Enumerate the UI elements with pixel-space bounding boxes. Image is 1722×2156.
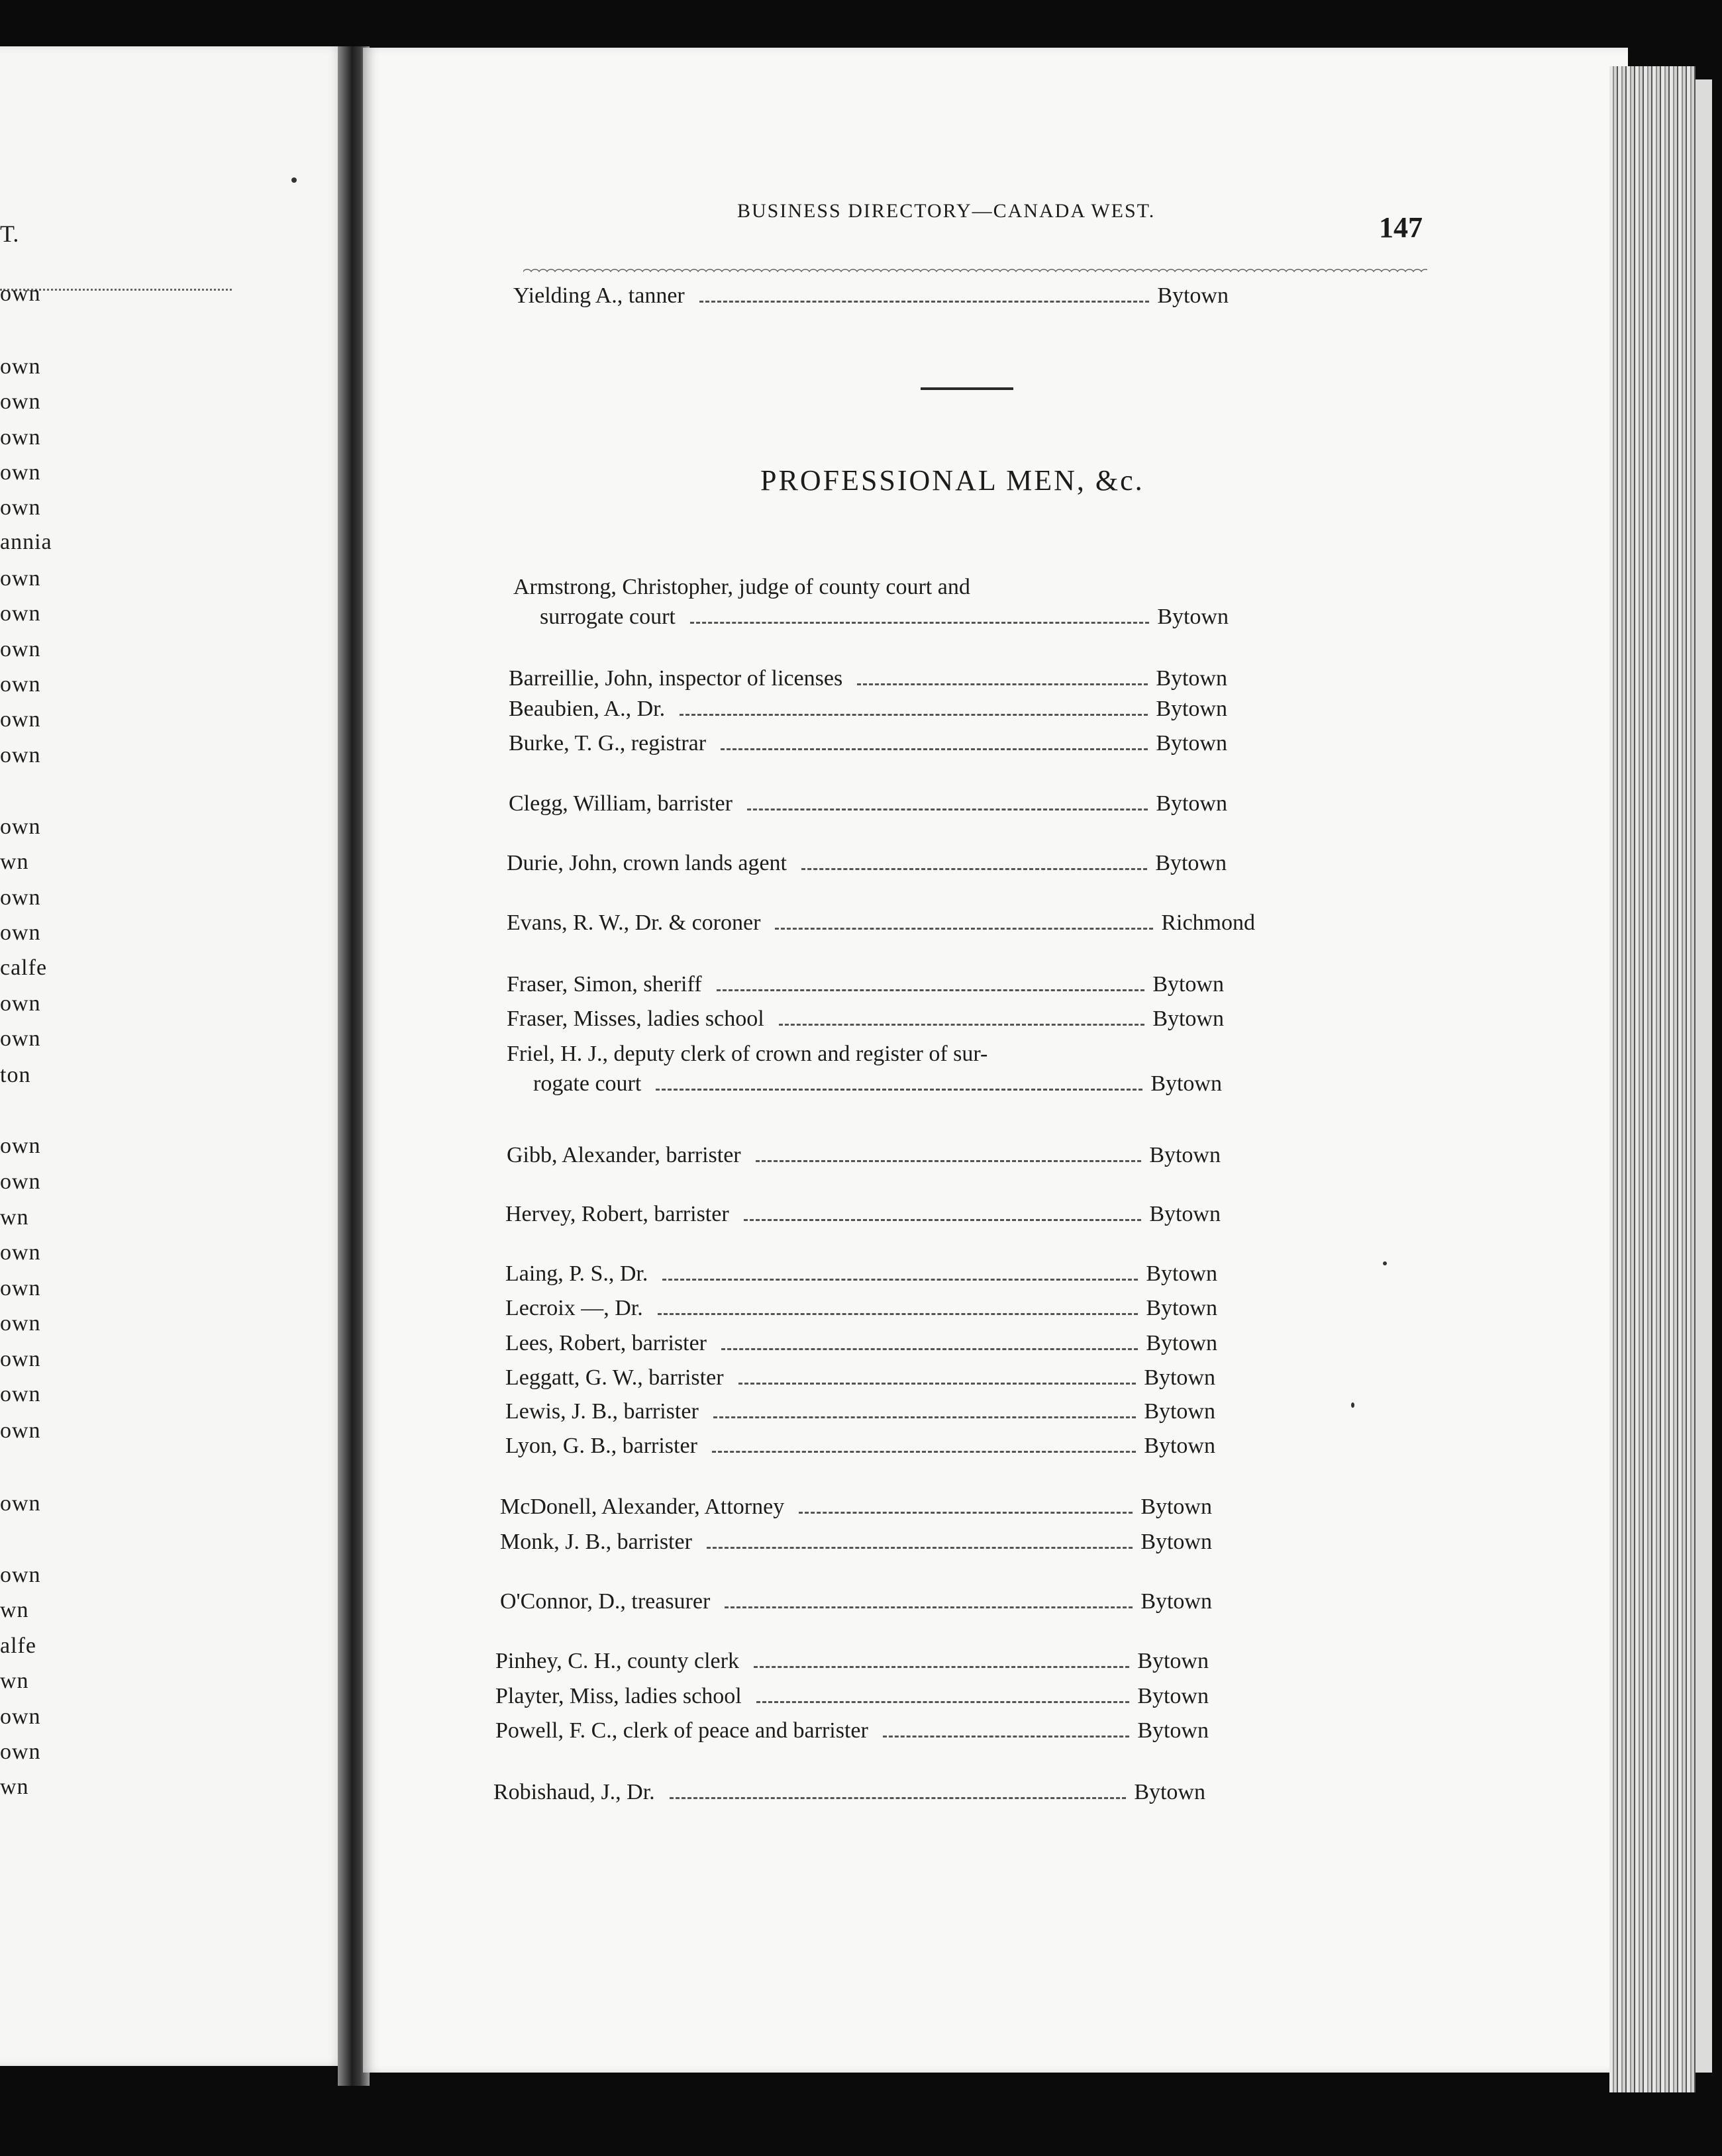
left-page-fragment: own — [0, 1418, 41, 1443]
directory-entry — [507, 1143, 1221, 1169]
leader-dots — [658, 1313, 1139, 1315]
entry-place: Bytown — [1156, 697, 1227, 721]
directory-entry — [507, 910, 1255, 936]
entry-name: Armstrong, Christopher, judge of county court and — [513, 575, 970, 599]
left-page-fragment: own — [0, 1134, 41, 1158]
entry-name: Clegg, William, barrister — [509, 791, 733, 816]
entry-name: Monk, J. B., barrister — [500, 1530, 692, 1554]
left-page-fragment: alfe — [0, 1634, 36, 1658]
entry-place: Bytown — [1137, 1649, 1209, 1673]
entry-place: Bytown — [1152, 972, 1224, 997]
left-page-fragment: own — [0, 566, 41, 591]
running-title: BUSINESS DIRECTORY—CANADA WEST. — [737, 200, 1156, 222]
entry-name: Leggatt, G. W., barrister — [505, 1365, 724, 1390]
entry-place: Bytown — [1140, 1494, 1212, 1519]
entry-place: Bytown — [1157, 283, 1229, 308]
entry-place: Bytown — [1156, 731, 1227, 756]
left-page-fragment: wn — [0, 1205, 29, 1230]
entry-name: Lees, Robert, barrister — [505, 1331, 707, 1355]
left-page-fragment: own — [0, 1276, 41, 1300]
leader-dots — [707, 1547, 1133, 1549]
left-page-fragment: own — [0, 743, 41, 767]
entry-place: Bytown — [1137, 1718, 1209, 1743]
left-page-fragment: calfe — [0, 956, 48, 980]
entry-place: Bytown — [1157, 605, 1229, 629]
directory-entry — [493, 1780, 1205, 1806]
left-page-fragment: own — [0, 920, 41, 945]
leader-dots — [738, 1383, 1137, 1385]
left-page-fragment: wn — [0, 1775, 29, 1799]
page-stack-edges — [1609, 66, 1696, 2092]
left-page-fragment: own — [0, 1704, 41, 1729]
entry-name: Hervey, Robert, barrister — [505, 1202, 729, 1226]
leader-dots — [754, 1666, 1129, 1668]
entry-name: Gibb, Alexander, barrister — [507, 1143, 741, 1167]
left-page-fragment: own — [0, 1740, 41, 1764]
leader-dots — [779, 1024, 1145, 1026]
directory-entry — [505, 1261, 1217, 1287]
entry-name: Lecroix —, Dr. — [505, 1296, 643, 1320]
entry-name: Playter, Miss, ladies school — [495, 1684, 742, 1708]
directory-entry — [540, 605, 1229, 630]
entry-name: Fraser, Simon, sheriff — [507, 972, 702, 997]
entry-name: McDonell, Alexander, Attorney — [500, 1494, 785, 1519]
left-page-fragment: own — [0, 1311, 41, 1336]
directory-entry — [509, 697, 1227, 722]
entry-name: Robishaud, J., Dr. — [493, 1780, 655, 1804]
leader-dots — [883, 1736, 1130, 1738]
left-page-fragment: own — [0, 1347, 41, 1371]
left-page-fragment: own — [0, 1240, 41, 1265]
entry-name: Friel, H. J., deputy clerk of crown and register of sur- — [507, 1042, 988, 1066]
left-page-fragment: own — [0, 1026, 41, 1051]
left-page-fragment: own — [0, 354, 41, 379]
leader-dots — [712, 1451, 1136, 1453]
leader-dots — [721, 1348, 1138, 1350]
entry-place: Bytown — [1150, 1071, 1222, 1096]
left-page-fragment: own — [0, 991, 41, 1016]
directory-entry — [505, 1202, 1221, 1228]
entry-name: Barreillie, John, inspector of licenses — [509, 666, 843, 691]
page-edge-outer — [1696, 79, 1712, 2073]
leader-dots — [725, 1606, 1133, 1608]
entry-name: Pinhey, C. H., county clerk — [495, 1649, 739, 1673]
entry-place: Bytown — [1140, 1530, 1212, 1554]
entry-place: Bytown — [1156, 666, 1227, 691]
directory-entry — [509, 731, 1227, 757]
entry-continuation: surrogate court — [540, 605, 676, 629]
directory-entry — [507, 851, 1227, 877]
speck — [1351, 1402, 1354, 1408]
leader-dots — [756, 1701, 1130, 1703]
directory-entry — [505, 1365, 1215, 1391]
leader-dots — [670, 1797, 1127, 1799]
entry-name: Beaubien, A., Dr. — [509, 697, 666, 721]
header-wavy-rule — [523, 268, 1427, 277]
entry-name: Powell, F. C., clerk of peace and barrister — [495, 1718, 868, 1743]
speck — [291, 177, 297, 183]
directory-entry — [505, 1331, 1217, 1357]
section-divider — [921, 387, 1013, 390]
entry-name: O'Connor, D., treasurer — [500, 1589, 711, 1614]
entry-place: Richmond — [1161, 910, 1255, 935]
left-page-fragment: wn — [0, 1669, 29, 1693]
left-page-fragment: own — [0, 601, 41, 626]
leader-dots — [680, 714, 1148, 716]
leader-dots — [656, 1089, 1142, 1091]
directory-entry — [505, 1296, 1217, 1322]
entry-name: Evans, R. W., Dr. & coroner — [507, 910, 761, 935]
entry-place: Bytown — [1149, 1202, 1221, 1226]
entry-place: Bytown — [1134, 1780, 1205, 1804]
directory-entry — [495, 1718, 1209, 1744]
left-page — [0, 46, 348, 2066]
entry-place: Bytown — [1156, 791, 1227, 816]
left-page-fragment: own — [0, 814, 41, 839]
entry-name: Yielding A., tanner — [513, 283, 685, 308]
entry-place: Bytown — [1144, 1399, 1215, 1424]
left-page-fragment: own — [0, 1382, 41, 1406]
entry-place: Bytown — [1155, 851, 1227, 875]
entry-continuation: rogate court — [533, 1071, 642, 1096]
left-page-fragment: own — [0, 1491, 41, 1516]
left-page-header-fragment: T. — [0, 220, 19, 247]
left-page-fragment: own — [0, 495, 41, 520]
entry-place: Bytown — [1140, 1589, 1212, 1614]
leader-dots — [717, 989, 1145, 991]
entry-place: Bytown — [1144, 1365, 1215, 1390]
page-number: 147 — [1379, 211, 1423, 244]
section-title: PROFESSIONAL MEN, &c. — [760, 464, 1144, 497]
leader-dots — [747, 808, 1148, 810]
left-page-fragment: own — [0, 707, 41, 732]
entry-name: Burke, T. G., registrar — [509, 731, 707, 756]
entry-place: Bytown — [1146, 1296, 1217, 1320]
directory-entry — [500, 1589, 1212, 1615]
entry-name: Fraser, Misses, ladies school — [507, 1006, 764, 1031]
leader-dots — [662, 1279, 1138, 1281]
entry-place: Bytown — [1137, 1684, 1209, 1708]
left-page-fragment: own — [0, 460, 41, 485]
left-page-fragment: wn — [0, 1598, 29, 1622]
directory-entry — [509, 666, 1227, 692]
leader-dots — [690, 622, 1149, 624]
left-page-fragment: own — [0, 1563, 41, 1587]
left-page-fragment: wn — [0, 850, 29, 874]
entry-place: Bytown — [1149, 1143, 1221, 1167]
left-page-fragment: own — [0, 425, 41, 450]
entry-name: Lewis, J. B., barrister — [505, 1399, 699, 1424]
entry-place: Bytown — [1152, 1006, 1224, 1031]
left-page-fragment: ton — [0, 1063, 31, 1087]
directory-entry — [495, 1649, 1209, 1675]
directory-entry — [500, 1494, 1212, 1520]
directory-entry — [495, 1684, 1209, 1710]
leader-dots — [775, 928, 1153, 930]
leader-dots — [744, 1219, 1142, 1221]
leader-dots — [756, 1160, 1142, 1162]
left-page-fragment: own — [0, 389, 41, 414]
directory-entry — [507, 972, 1224, 998]
top-entry — [513, 283, 1229, 309]
leader-dots — [721, 748, 1148, 750]
speck — [1383, 1261, 1387, 1265]
left-page-fragment: own — [0, 885, 41, 910]
leader-dots — [801, 868, 1147, 870]
entry-name: Lyon, G. B., barrister — [505, 1434, 697, 1458]
directory-entry — [533, 1071, 1222, 1097]
left-page-fragment: annia — [0, 530, 52, 554]
directory-entry — [507, 1006, 1224, 1032]
directory-entry — [505, 1434, 1215, 1459]
left-page-fragment: own — [0, 281, 41, 306]
entry-place: Bytown — [1146, 1331, 1217, 1355]
directory-entry — [505, 1399, 1215, 1425]
leader-dots — [799, 1512, 1133, 1514]
left-page-fragment: own — [0, 1169, 41, 1194]
leader-dots — [699, 301, 1150, 303]
leader-dots — [713, 1416, 1137, 1418]
entry-place: Bytown — [1144, 1434, 1215, 1458]
directory-entry — [500, 1530, 1212, 1555]
left-page-fragment: own — [0, 672, 41, 697]
directory-entry — [509, 791, 1227, 817]
entry-name: Durie, John, crown lands agent — [507, 851, 787, 875]
left-page-fragment: own — [0, 637, 41, 662]
entry-place: Bytown — [1146, 1261, 1217, 1286]
entry-name: Laing, P. S., Dr. — [505, 1261, 648, 1286]
leader-dots — [857, 683, 1148, 685]
